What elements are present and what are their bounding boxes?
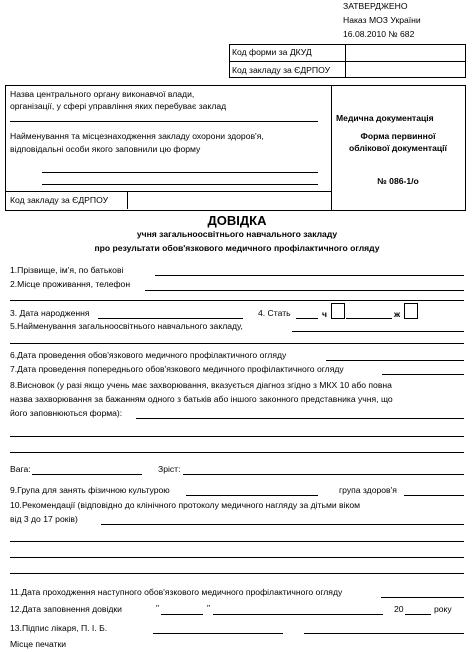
sex-line	[296, 318, 318, 319]
name-field[interactable]	[155, 275, 464, 276]
edrpou-row-divider	[127, 191, 128, 209]
inst-label-2: відповідальні особи якого заповнили цю форму	[10, 144, 201, 154]
sex-gap-line	[346, 318, 392, 319]
form-line1: Форма первинної	[360, 131, 436, 141]
pe-group-field[interactable]	[186, 495, 318, 496]
year-prefix: 20	[394, 604, 404, 614]
weight-label: Вага:	[10, 464, 31, 474]
edrpou-row-top	[5, 191, 331, 192]
inst-line-1[interactable]	[42, 172, 318, 173]
f5-label: 5.Найменування загальноосвітнього навчального закладу,	[10, 321, 243, 331]
approval-line2: Наказ МОЗ України	[343, 15, 421, 25]
stamp-label: Місце печатки	[10, 639, 67, 649]
f8-label-1: 8.Висновок (у разі якщо учень має захворювання, вказується діагноз згідно з МКХ 10 або повна	[10, 380, 392, 390]
recommendation-line-3[interactable]	[10, 557, 464, 558]
f10-label-2: від 3 до 17 років)	[10, 514, 78, 524]
approval-line1: ЗАТВЕРДЖЕНО	[343, 1, 408, 11]
f3-label: 3. Дата народження	[10, 308, 90, 318]
f8-label-3: його заповнюються форма):	[10, 408, 123, 418]
conclusion-line-3[interactable]	[10, 452, 464, 453]
signature-field[interactable]	[153, 633, 283, 634]
conclusion-line-2[interactable]	[10, 436, 464, 437]
female-checkbox[interactable]	[404, 303, 418, 319]
exam-date-field[interactable]	[326, 360, 464, 361]
height-field[interactable]	[183, 474, 464, 475]
school-field[interactable]	[292, 331, 464, 332]
recommendation-line-1[interactable]	[101, 524, 464, 525]
quote-close: "	[207, 603, 211, 613]
day-field[interactable]	[161, 614, 203, 615]
doc-subtitle-2: про результати обов'язкового медичного профілактичного огляду	[94, 243, 380, 253]
health-group-label: група здоров'я	[339, 485, 397, 495]
f13-label: 13.Підпис лікаря, П. І. Б.	[10, 623, 108, 633]
f12-label: 12.Дата заповнення довідки	[10, 604, 122, 614]
f2-label: 2.Місце проживання, телефон	[10, 279, 131, 289]
form-number: № 086-1/о	[377, 176, 419, 186]
address-field[interactable]	[145, 290, 464, 291]
year-suffix: року	[434, 604, 452, 614]
birthdate-field[interactable]	[98, 318, 243, 319]
f4-label: 4. Стать	[258, 308, 291, 318]
header-edrpou-label: Код закладу за ЄДРПОУ	[10, 195, 109, 205]
f7-label: 7.Дата проведення попереднього обов'язкового медичного профілактичного огляду	[10, 364, 344, 374]
inst-label-1: Найменування та місцезнаходження закладу охорони здоров'я,	[10, 131, 264, 141]
year-field[interactable]	[405, 614, 431, 615]
prev-exam-date-field[interactable]	[382, 374, 464, 375]
org-label-2: організації, у сфері управління яких перебуває заклад	[10, 101, 227, 111]
f11-label: 11.Дата проходження наступного обов'язкового медичного профілактичного огляду	[10, 587, 343, 597]
f10-label-1: 10.Рекомендації (відповідно до клінічного протоколу медичного нагляду за дітьми віком	[10, 500, 361, 510]
height-label: Зріст:	[158, 464, 181, 474]
address-field-2[interactable]	[10, 300, 464, 301]
health-group-field[interactable]	[404, 495, 464, 496]
f8-label-2: назва захворювання за бажанням одного з батьків або іншого законного представника учня, що	[10, 394, 393, 404]
f9-label: 9.Група для занять фізичною культурою	[10, 485, 170, 495]
medical-doc-label: Медична документація	[336, 113, 434, 123]
doctor-name-field[interactable]	[304, 633, 464, 634]
org-line[interactable]	[10, 121, 318, 122]
recommendation-line-2[interactable]	[10, 541, 464, 542]
inst-line-2[interactable]	[42, 184, 318, 185]
conclusion-line-1[interactable]	[136, 418, 464, 419]
male-label: ч	[322, 309, 327, 319]
female-label: ж	[394, 309, 401, 319]
edrpou-code-label: Код закладу за ЄДРПОУ	[232, 65, 331, 75]
weight-field[interactable]	[32, 474, 142, 475]
male-checkbox[interactable]	[331, 303, 345, 319]
doc-subtitle-1: учня загальноосвітнього навчального закладу	[136, 229, 338, 239]
approval-line3: 16.08.2010 № 682	[343, 29, 415, 39]
quote-open: "	[156, 603, 160, 613]
dkud-label: Код форми за ДКУД	[232, 47, 312, 57]
next-exam-date-field[interactable]	[381, 597, 464, 598]
org-label-1: Назва центрального органу виконавчої влади,	[10, 89, 195, 99]
doc-title: ДОВІДКА	[207, 213, 267, 228]
f1-label: 1.Прізвище, ім'я, по батькові	[10, 265, 124, 275]
school-field-2[interactable]	[10, 343, 464, 344]
recommendation-line-4[interactable]	[10, 573, 464, 574]
f6-label: 6.Дата проведення обов'язкового медичного профілактичного огляду	[10, 350, 287, 360]
form-line2: облікової документації	[349, 143, 447, 153]
month-field[interactable]	[213, 614, 383, 615]
